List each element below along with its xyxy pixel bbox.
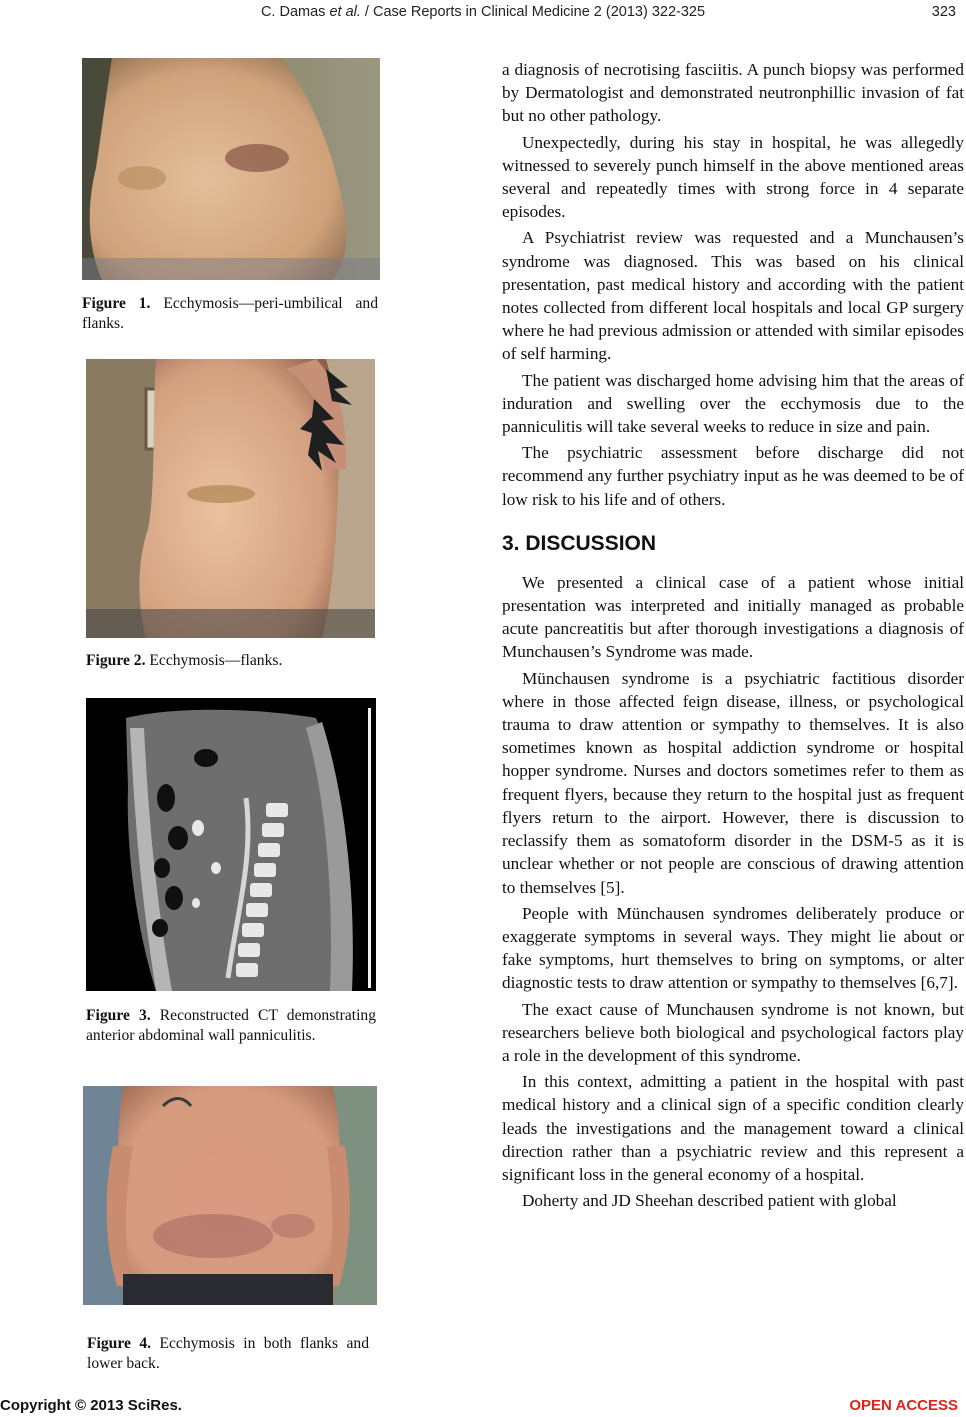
header-et-al: et al. <box>329 4 361 20</box>
figure-1-label: Figure 1. <box>82 295 151 312</box>
figures-column <box>80 50 380 1380</box>
figure-4-image <box>83 1086 377 1305</box>
figure-4-caption-text: Ecchymosis in both flanks and lower back. <box>87 1335 369 1372</box>
header-citation <box>0 4 966 20</box>
paragraph: Münchausen syndrome is a psychiatric factitious disorder where in those affected feign disease, illness, or psychological trauma to draw attention or sympathy to themselves. It is also sometimes known as hospital addiction syndrome or hospital hopper syndrome. Nurses and doctors sometimes refer to them as frequent flyers, because they return to the hospital just as frequent flyers return to the airport. However, there is discussion to reclassify them as somatoform disorder in the DSM-5 as it is unclear whether or not people are conscious of drawing attention to themselves [5]. <box>502 668 964 897</box>
figure-2 <box>80 350 380 680</box>
figure-1-caption <box>82 294 378 333</box>
paragraph: We presented a clinical case of a patient whose initial presentation was interpreted and initially managed as probable acute pancreatitis but after thorough investigations a diagnosis of Munchausen’s Syndrome was made. <box>502 572 964 662</box>
copyright-notice: Copyright © 2013 SciRes. <box>0 1397 182 1414</box>
paragraph: The patient was discharged home advising him that the areas of induration and swelling over the ecchymosis due to the panniculitis will take several weeks to reduce in size and pain. <box>502 370 964 437</box>
back-photo <box>83 1086 377 1305</box>
figure-2-label: Figure 2. <box>86 652 146 669</box>
figure-1-caption-text: Ecchymosis—peri-umbilical and flanks. <box>82 295 378 332</box>
figure-3-image <box>86 698 376 991</box>
figure-3-label: Figure 3. <box>86 1007 151 1024</box>
ct-scan-image <box>86 698 376 991</box>
page-number: 323 <box>931 4 956 20</box>
paragraph: The psychiatric assessment before discharge did not recommend any further psychiatry input as he was deemed to be of low risk to his life and of others. <box>502 443 964 509</box>
body-text-column <box>502 58 964 1215</box>
section-heading: 3. DISCUSSION <box>502 531 657 555</box>
paragraph: Unexpectedly, during his stay in hospital, he was allegedly witnessed to severely punch himself in the above mentioned areas several and repeatedly times with strong force in 4 separate episodes. <box>502 132 964 222</box>
figure-3-caption <box>86 1006 376 1045</box>
paragraph: a diagnosis of necrotising fasciitis. A punch biopsy was performed by Dermatologist and demonstrated neutronphillic invasion of fat but no other pathology. <box>502 60 964 126</box>
running-header <box>0 4 966 26</box>
paragraph: People with Münchausen syndromes deliberately produce or exaggerate symptoms in several ways. They might lie about or fake symptoms, hurt themselves to bring on symptoms, or alter diagnostic tests to draw attention or sympathy to themselves [6,7]. <box>502 903 964 993</box>
paragraph: In this context, admitting a patient in the hospital with past medical history and a clinical sign of a specific condition clearly leads the investigations and the management toward a clinical direction rather than a psychiatric review and this represent a significant loss in the general economy of a hospital. <box>502 1072 964 1184</box>
paragraph: Doherty and JD Sheehan described patient with global <box>522 1191 897 1211</box>
open-access-badge: OPEN ACCESS <box>849 1397 958 1414</box>
figure-3-caption-text: Reconstructed CT demonstrating anterior abdominal wall panniculitis. <box>86 1007 376 1044</box>
figure-1-image <box>82 58 380 280</box>
paragraph: The exact cause of Munchausen syndrome is not known, but researchers believe both biological and psychological factors play a role in the development of this syndrome. <box>502 999 964 1065</box>
paragraph: A Psychiatrist review was requested and a Munchausen’s syndrome was diagnosed. This was based on his clinical presentation, past medical history and according with the patient notes collected from different local hospitals and local GP surgery where he had previous admission or attended with similar episodes of self harming. <box>502 228 964 364</box>
figure-2-image <box>86 359 375 638</box>
figure-2-caption-text: Ecchymosis—flanks. <box>149 652 283 669</box>
header-authors: C. Damas <box>260 4 326 20</box>
torso-side-photo <box>86 359 375 638</box>
figure-3 <box>80 690 380 1070</box>
figure-1 <box>80 50 380 340</box>
figure-2-caption <box>86 651 376 671</box>
header-journal: / Case Reports in Clinical Medicine 2 (2013) 322-325 <box>364 4 706 20</box>
figure-4-caption <box>87 1334 369 1373</box>
figure-4-label: Figure 4. <box>87 1335 152 1352</box>
torso-front-photo <box>82 58 380 280</box>
page-footer <box>0 1397 966 1417</box>
figure-4 <box>80 1080 380 1380</box>
